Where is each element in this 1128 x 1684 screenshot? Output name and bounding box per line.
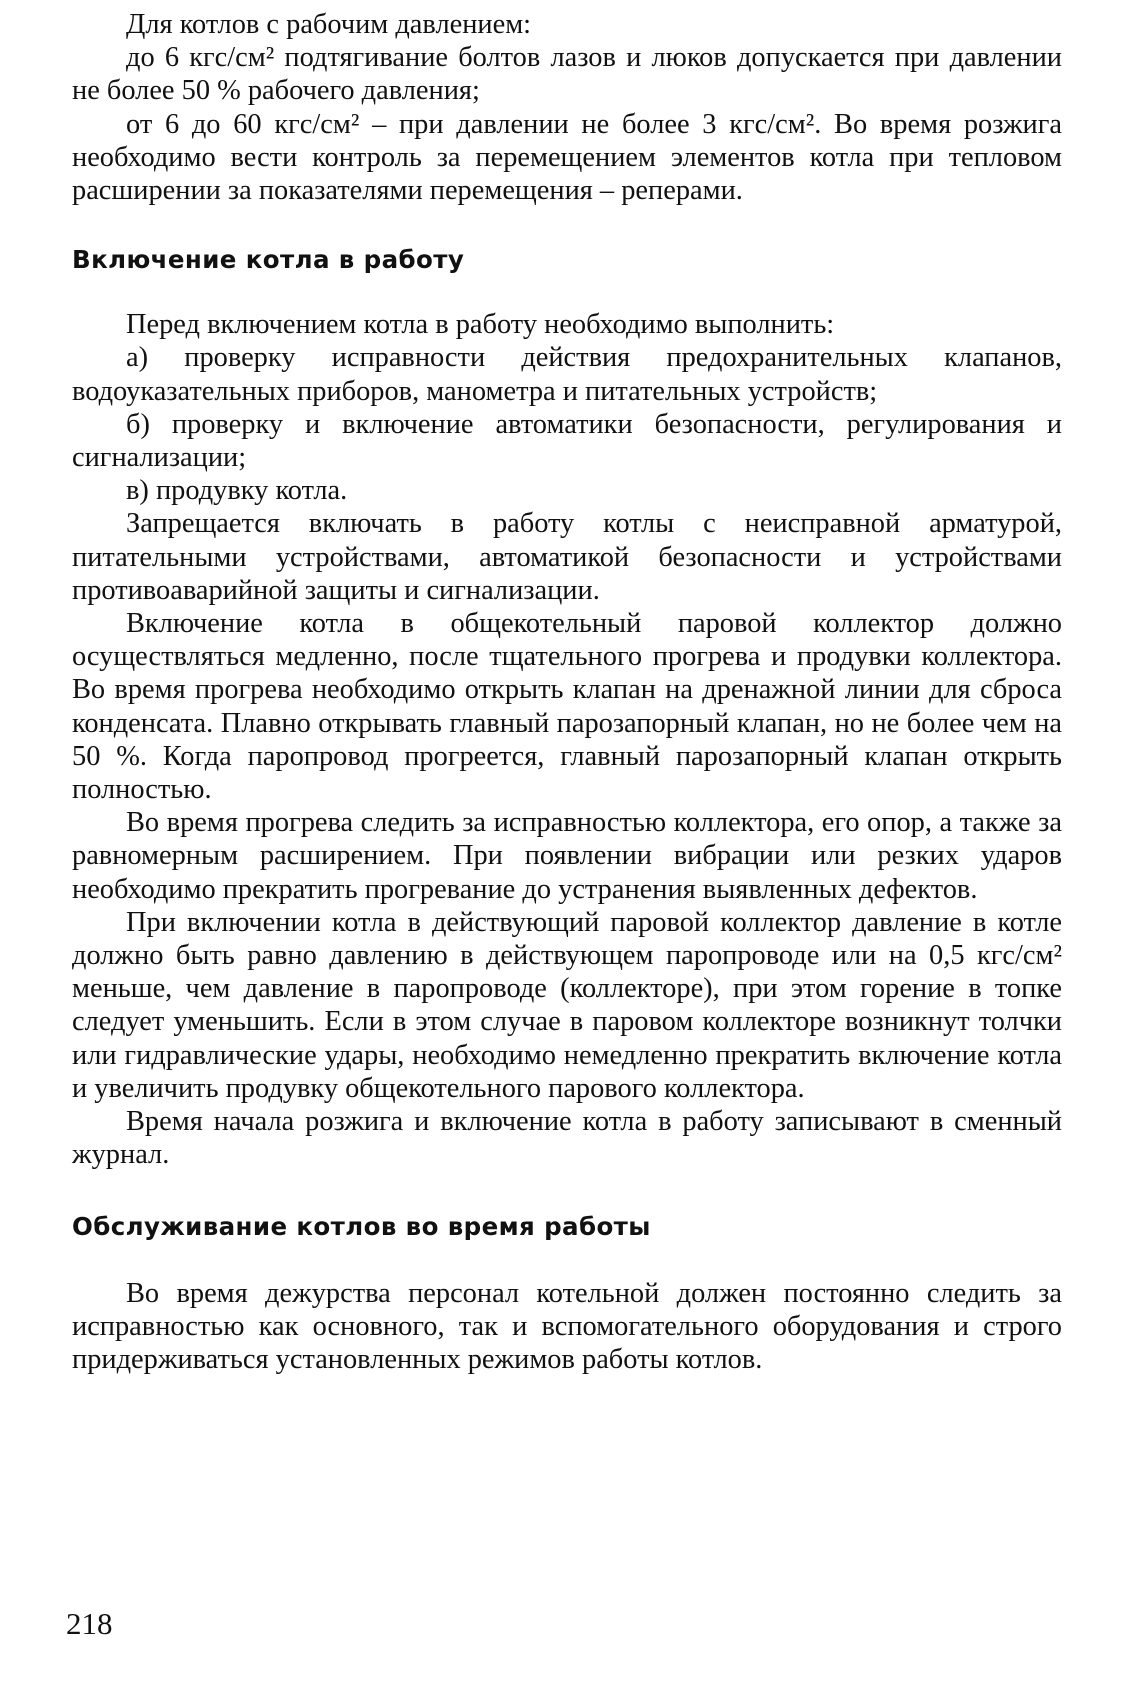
section-heading-boiler-startup: Включение котла в работу [72,245,465,275]
body-paragraph: Для котлов с рабочим давлением: [126,9,532,40]
page-number: 218 [66,1606,113,1641]
list-item: в) продувку котла. [126,475,348,507]
page-content [72,8,1062,1376]
body-paragraph: При включении котла в действующий паровой коллектор давление в котле должно быть равно давлению в действующем паропроводе или на 0,5 кгс/см² меньше, чем давление в паропроводе (коллекторе), при этом горение в топке следует уменьшить. Если в этом случае в паровом коллекторе возникнут толчки или гидравлические удары, необходимо немедленно прекратить включение котла и увеличить продувку общекотельного парового коллектора. [72,906,1062,1104]
body-paragraph: Перед включением котла в работу необходимо выполнить: [126,309,835,341]
body-paragraph: Во время прогрева следить за исправностью коллектора, его опор, а также за равномерным расширением. При появлении вибрации или резких ударов необходимо прекратить прогревание до устранения выявленных дефектов. [72,807,1062,905]
body-paragraph: Запрещается включать в работу котлы с неисправной арматурой, питательными устройствами, автоматикой безопасности и устройствами противоаварийной защиты и сигнализации. [72,508,1062,606]
list-item: б) проверку и включение автоматики безопасности, регулирования и сигнализации; [72,408,1062,474]
body-paragraph: Время начала розжига и включение котла в работу записывают в сменный журнал. [72,1106,1062,1171]
list-item: а) проверку исправности действия предохранительных клапанов, водоуказательных приборов, манометра и питательных устройств; [72,342,1062,407]
body-paragraph: от 6 до 60 кгс/см² – при давлении не более 3 кгс/см². Во время розжига необходимо вести контроль за перемещением элементов котла при тепловом расширении за показателями перемещения – реперами. [72,108,1062,207]
body-paragraph: Во время дежурства персонал котельной должен постоянно следить за исправностью как основного, так и вспомогательного оборудования и строго придерживаться установленных режимов работы котлов. [72,1277,1062,1375]
section-heading-boiler-operation: Обслуживание котлов во время работы [72,1211,651,1241]
body-paragraph: до 6 кгс/см² подтягивание болтов лазов и люков допускается при давлении не более 50 % рабочего давления; [72,42,1062,107]
body-paragraph: Включение котла в общекотельный паровой коллектор должно осуществляться медленно, после тщательного прогрева и продувки коллектора. Во время прогрева необходимо открыть клапан на дренажной линии для сброса конденсата. Плавно открывать главный парозапорный клапан, но не более чем на 50 %. Когда паропровод прогреется, главный парозапорный клапан открыть полностью. [72,608,1062,806]
